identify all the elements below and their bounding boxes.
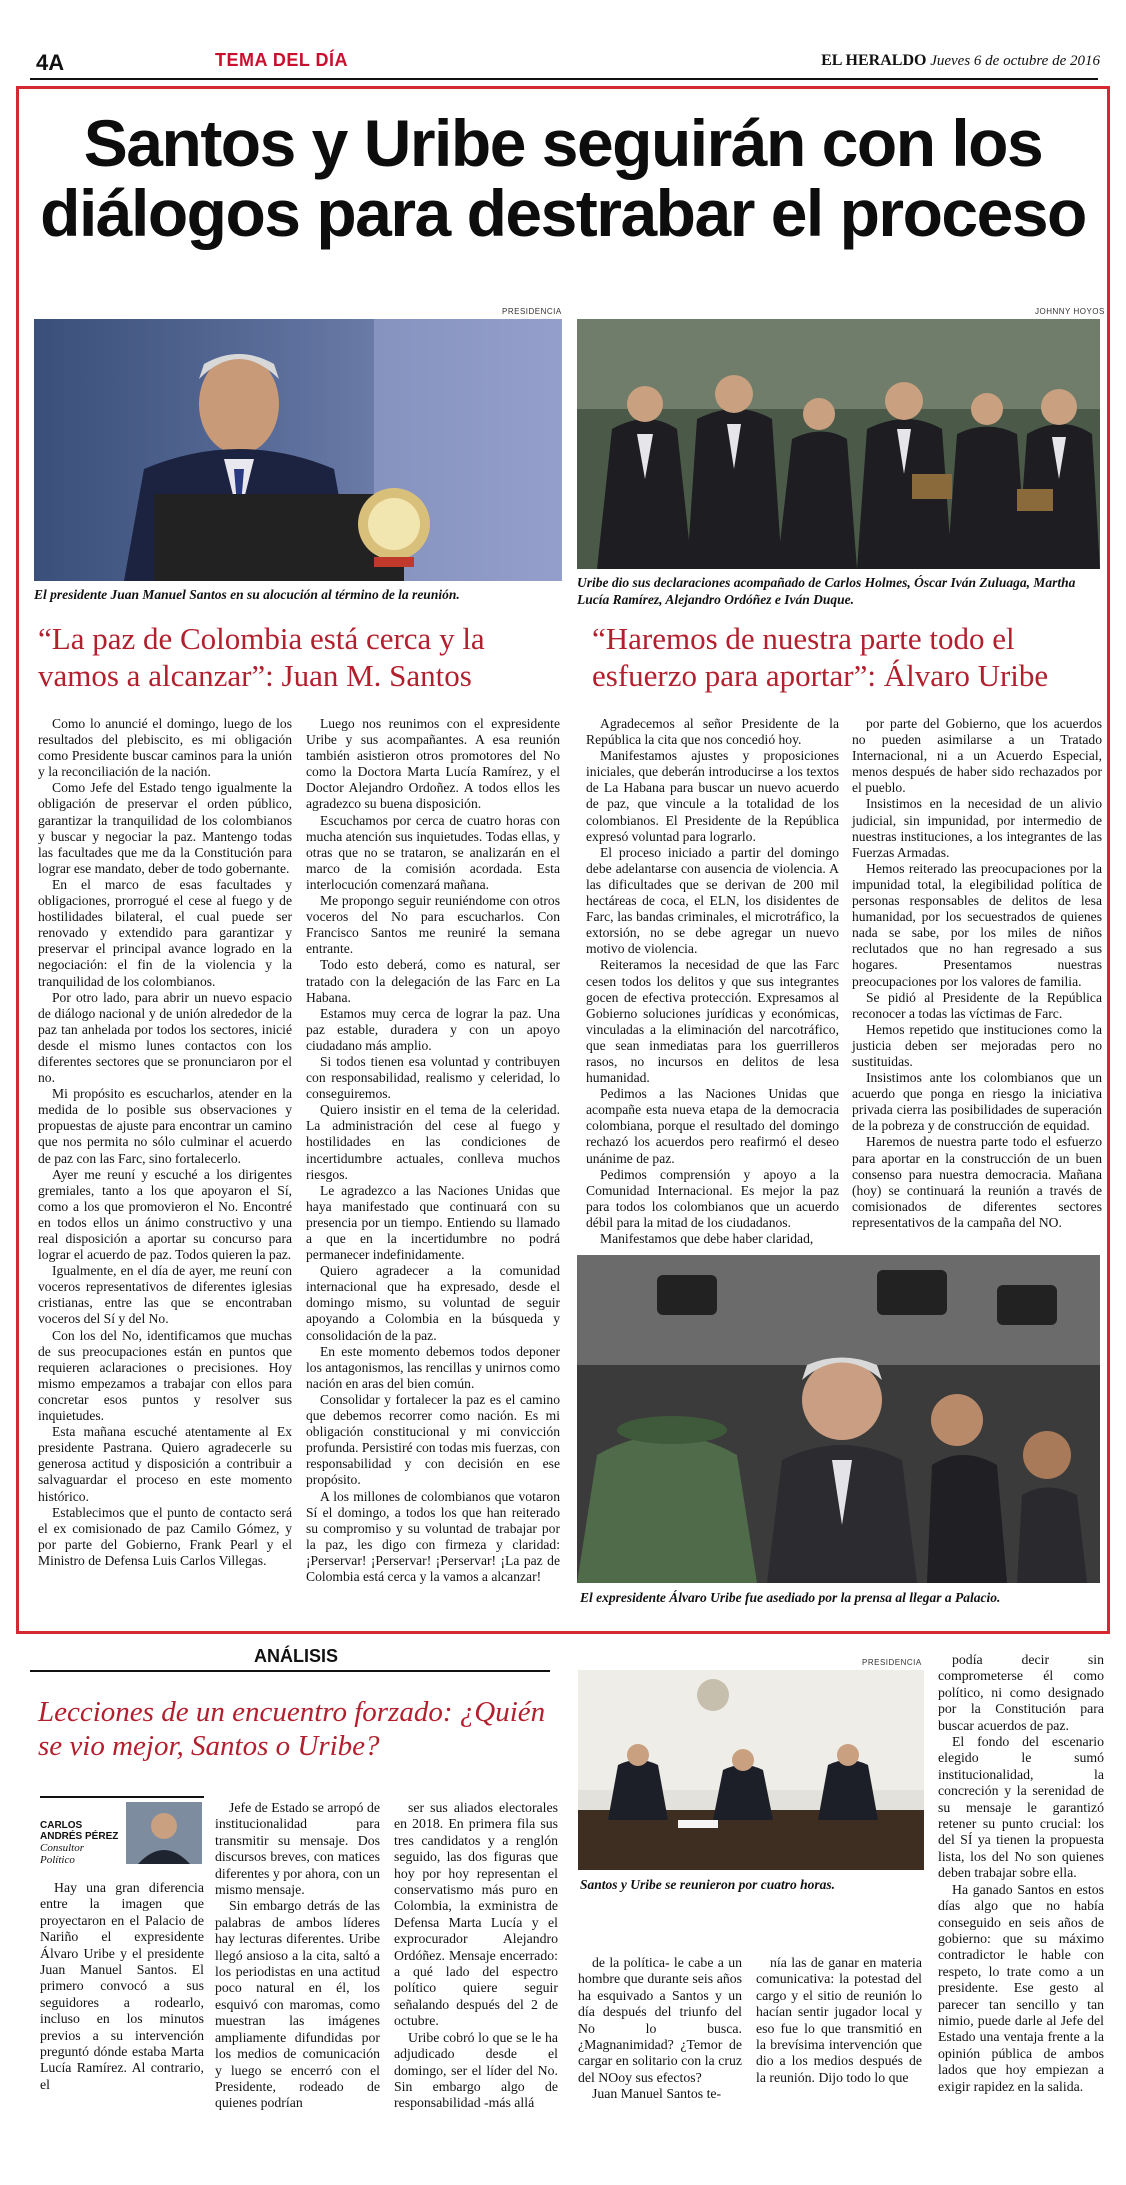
paragraph: Pedimos comprensión y apoyo a la Comunidad Internacional. Es mejor la paz para todos los colombianos que un acuerdo débil para la mitad de los ciudadanos. [586, 1166, 839, 1230]
paragraph: Se pidió al Presidente de la República reconocer a todas las víctimas de Farc. [852, 989, 1102, 1021]
quote-headline-uribe: “Haremos de nuestra parte todo el esfuerzo para aportar”: Álvaro Uribe [592, 621, 1049, 693]
paragraph: Uribe cobró lo que se le ha adjudicado desde el domingo, ser el líder del No. Sin embargo algo de responsabilidad -más allá [394, 2029, 558, 2111]
analysis-col-6 [938, 1652, 1104, 2095]
paragraph: Jefe de Estado se arropó de institucionalidad para transmitir su mensaje. Dos discursos breves, con matices diferentes y por ahora, con un mismo mensaje. [215, 1800, 380, 1898]
uribe-press-photo [577, 1255, 1100, 1583]
analysis-rule [30, 1670, 550, 1672]
analysis-col-1 [40, 1880, 204, 2093]
uribe-press-image [577, 1255, 1100, 1583]
analysis-col-2 [215, 1800, 380, 2112]
paragraph: Con los del No, identificamos que muchas de sus preocupaciones están en puntos que requieren aclaraciones o precisiones. Hoy mismo empezamos a trabajar con ellos para concretar esos puntos y resolver sus inquietudes. [38, 1327, 292, 1424]
paragraph: Le agradezco a las Naciones Unidas que haya manifestado que continuará con su presencia por un tiempo. Entiendo su llamado a que en la incertidumbre no podrá permanecer indefinidamente. [306, 1182, 560, 1263]
analysis-section-label: ANÁLISIS [254, 1646, 339, 1666]
paragraph: Pedimos a las Naciones Unidas que acompañe esta nueva etapa de la democracia colombiana, porque el resultado del domingo rechazó los acuerdos pero reafirmó el deseo unánime de paz. [586, 1086, 839, 1166]
paragraph: Hay una gran diferencia entre la imagen que proyectaron en el Palacio de Nariño el expresidente Álvaro Uribe y el presidente Juan Manuel Santos. El primero convocó a sus seguidores a rodearlo, incluso en los minutos previos a su intervención preguntó dónde estaba Marta Lucía Ramírez. Al contrario, el [40, 1880, 204, 2092]
paragraph: podía decir sin comprometerse él como político, ni como designado por la Constitución para buscar acuerdos de paz. [938, 1652, 1104, 1733]
issue-date: Jueves 6 de octubre de 2016 [930, 53, 1100, 69]
paragraph: Quiero insistir en el tema de la celeridad. La administración del cese al fuego y hostilidades en las condiciones de incertidumbre actuales, conlleva muchos riesgos. [306, 1102, 560, 1182]
paragraph: por parte del Gobierno, que los acuerdos no pueden asimilarse a un Tratado Internacional, ni a un Acuerdo Especial, menos después de haber sido rechazados por el pueblo. [852, 716, 1102, 796]
uribe-statement-col-1 [586, 716, 839, 1247]
paragraph: Esta mañana escuché atentamente al Ex presidente Pastrana. Quiero agradecerle su generosa actitud y disposición a contribuir a salvaguardar el proceso en este momento histórico. [38, 1424, 292, 1504]
paragraph: El fondo del escenario elegido le sumó institucionalidad, la concreción y la serenidad de su mensaje le garantizó retener su punto crucial: los del SÍ ya tienen la propuesta lista, los del No son quienes deben trabajar sobre ella. [938, 1734, 1104, 1881]
paragraph: Mi propósito es escucharlos, atender en la medida de lo posible sus observaciones y propuestas de ajuste para encontrar un camino que nos permita no sólo culminar el acuerdo de paz con las Farc, sino fortalecerlo. [38, 1086, 292, 1166]
paragraph: En el marco de esas facultades y obligaciones, prorrogué el cese al fuego y de hostilidades bilateral, el cual puede ser renovado y extendido para garantizar y preservar el principal avance logrado en la negociación: el fin de la violencia y la tranquilidad de los colombianos. [38, 876, 292, 989]
analysis-photo-caption: Santos y Uribe se reunieron por cuatro horas. [580, 1877, 836, 1892]
author-box [40, 1796, 204, 1868]
paragraph: de la política- le cabe a un hombre que durante seis años ha esquivado a Santos y un día después del triunfo del No lo busca. ¿Magnanimidad? ¿Temor de cargar en solitario con la cruz del NOoy sus efectos? [578, 1955, 742, 2085]
paragraph: Juan Manuel Santos te- [592, 2086, 722, 2102]
meeting-image [578, 1670, 924, 1870]
caption-left: El presidente Juan Manuel Santos en su alocución al término de la reunión. [34, 587, 460, 602]
paragraph: En este momento debemos todos deponer los antagonismos, las rencillas y unirnos como nación en aras del bien común. [306, 1343, 560, 1391]
photo-credit-left: PRESIDENCIA [502, 307, 562, 316]
santos-speech-photo [34, 319, 562, 581]
paragraph: Quiero agradecer a la comunidad internacional que ha expresado, desde el domingo mismo, su voluntad de seguir apoyando a Colombia en la búsqueda y consolidación de la paz. [306, 1263, 560, 1343]
paragraph: Luego nos reunimos con el expresidente Uribe y sus acompañantes. A esa reunión también asistieron otros promotores del No como la Doctora Marta Lucía Ramírez, y el Doctor Alejandro Ordoñez. A todos ellos les agradezco su buena disposición. [306, 716, 560, 812]
uribe-group-photo [577, 319, 1100, 569]
santos-statement-col-1 [38, 716, 292, 1569]
header-rule [30, 78, 1098, 80]
paragraph: Ayer me reuní y escuché a los dirigentes gremiales, tanto a los que apoyaron el Sí, como a los que promovieron el No. Encontré en todos ellos un ánimo constructivo y una real disposición a aportar su concurso para lograr el acuerdo de paz. Todos quieren la paz. [38, 1166, 292, 1263]
paragraph: Manifestamos ajustes y proposiciones iniciales, que deberán introducirse a los textos de La Habana para buscar un nuevo acuerdo de paz, que vincule a la totalidad de los colombianos. El Presidente de la República expresó voluntad para lograrlo. [586, 748, 839, 844]
analysis-col-3 [394, 1800, 558, 2112]
paragraph: nía las de ganar en materia comunicativa: la potestad del cargo y el sitio de reunión lo hacían sentir jugador local y eso fue lo que transmitió en la brevísima intervención que dio a los medios después de la reunión. Dijo todo lo que [756, 1955, 922, 2085]
quote-headline-santos: “La paz de Colombia está cerca y la vamos a alcanzar”: Juan M. Santos [38, 621, 485, 693]
photo-credit-right: JOHNNY HOYOS [1035, 307, 1105, 316]
paragraph: ser sus aliados electorales en 2018. En primera fila sus tres candidatos y a renglón seguido, las dos figuras que hoy por hoy representan el conservatismo más puro en Colombia, la exministra de Defensa Marta Lucía y el exprocurador Alejandro Ordóñez. Mensaje encerrado: a qué lado del espectro político quiere seguir señalando después del 2 de octubre. [394, 1800, 558, 2029]
paragraph: Reiteramos la necesidad de que las Farc cesen todos los delitos y que sus integrantes gocen de efectiva protección. Expresamos al Gobierno soluciones jurídicas y económicas, vinculadas a la eliminación del narcotráfico, que sean inmediatas para los guerrilleros rasos, no incursos en delitos de lesa humanidad. [586, 957, 839, 1086]
santos-speech-image [34, 319, 562, 581]
analysis-col-4 [578, 1955, 742, 2103]
paragraph: Insistimos en la necesidad de un alivio judicial, sin impunidad, por intermedio de nuestras instituciones, a los integrantes de las Fuerzas Armadas. [852, 796, 1102, 860]
uribe-group-image [577, 319, 1100, 569]
paragraph: Ha ganado Santos en estos días algo que no había conseguido en seis años de gobierno: que su máximo contradictor le hable con respeto, lo trate como a un presidente. Ese gesto al parecer tan sencillo y tan nimio, puede darle al Jefe del Estado una ventaja frente a la opinión pública de ambos lados que hoy empiezan a exigir rapidez en la salida. [938, 1881, 1104, 2094]
author-byline [40, 1820, 120, 1866]
paragraph: Me propongo seguir reuniéndome con otros voceros del No para escucharlos. Con Francisco Santos me reuniré la semana entrante. [306, 893, 560, 957]
santos-statement-col-2 [306, 716, 560, 1585]
masthead [821, 52, 1100, 70]
paragraph: Si todos tienen esa voluntad y contribuyen con responsabilidad, realismo y celeridad, lo conseguiremos. [306, 1053, 560, 1102]
author-avatar [126, 1802, 202, 1864]
paragraph: Hemos reiterado las preocupaciones por la impunidad total, la elegibilidad política de personas responsables de delitos de lesa humanidad, por los secuestrados de quienes nada se sabe, por los miles de niños reclutados que no han regresado a sus hogares. Presentamos nuestras preocupaciones por los valores de familia. [852, 860, 1102, 989]
paragraph: Por otro lado, para abrir un nuevo espacio de diálogo nacional y de unión alrededor de la paz tan anhelada por todos los sectores, inicié desde el mismo lunes contactos con los diferentes sectores que se pronunciaron por el no. [38, 989, 292, 1086]
author-role: Consultor Político [40, 1842, 85, 1866]
caption-bottom: El expresidente Álvaro Uribe fue asediado por la prensa al llegar a Palacio. [580, 1590, 1001, 1605]
paragraph: Como Jefe del Estado tengo igualmente la obligación de preservar el orden público, garantizar la tranquilidad de los colombianos y buscar y negociar la paz. Mantengo todas las facultades que me da la Constitución para lograr ese mandato, deber de todo gobernante. [38, 780, 292, 876]
caption-right: Uribe dio sus declaraciones acompañado de Carlos Holmes, Óscar Iván Zuluaga, Martha Lucía Ramírez, Alejandro Ordóñez e Iván Duque. [577, 575, 1076, 607]
paragraph: Agradecemos al señor Presidente de la República la cita que nos concedió hoy. [586, 716, 839, 748]
headline-line-2: diálogos para destrabar el proceso [40, 176, 1086, 250]
paragraph: Establecimos que el punto de contacto será el ex comisionado de paz Camilo Gómez, y por parte del Gobierno, Frank Pearl y el Ministro de Defensa Luis Carlos Villegas. [38, 1504, 292, 1568]
paragraph: Hemos repetido que instituciones como la justicia deben ser mejoradas pero no sustituidas. [852, 1021, 1102, 1069]
page-number: 4A [36, 50, 65, 75]
paragraph: Igualmente, en el día de ayer, me reuní con voceros representativos de diferentes iglesias cristianas, entre las que se encontraban voceros del Sí y del No. [38, 1263, 292, 1327]
paragraph: Haremos de nuestra parte todo el esfuerzo para aportar en la construcción de un buen consenso para nuestra democracia. Mañana (hoy) se continuará la reunión a través de comisionados de diferentes sectores representativos de la campaña del NO. [852, 1134, 1102, 1230]
section-label: TEMA DEL DÍA [215, 50, 349, 70]
paragraph: Sin embargo detrás de las palabras de ambos líderes hay lecturas diferentes. Uribe llegó ansioso a la cita, saltó a los periodistas en una actitud poco natural en él, los esquivó con maromas, como muestran las imágenes ampliamente difundidas por los medios de comunicación y luego se encerró con el Presidente, rodeado de quienes podrían [215, 1898, 380, 2111]
paragraph: Como lo anuncié el domingo, luego de los resultados del plebiscito, es mi obligación como Presidente buscar caminos para la unión y la reconciliación de la nación. [38, 716, 292, 780]
paragraph: Escuchamos por cerca de cuatro horas con mucha atención sus inquietudes. Todas ellas, y otras que no se trataron, se analizarán en el marco de la comisión acordada. Esta interlocución comenzará mañana. [306, 812, 560, 892]
author-photo [126, 1802, 202, 1864]
paragraph: Estamos muy cerca de lograr la paz. Una paz estable, duradera y con un apoyo ciudadano más amplio. [306, 1005, 560, 1053]
analysis-photo-credit: PRESIDENCIA [862, 1658, 922, 1667]
paragraph: El proceso iniciado a partir del domingo debe adelantarse con ausencia de violencia. A las dificultades que se derivan de 200 mil hectáreas de coca, el ELN, los disidentes de Farc, las bandas criminales, el microtráfico, la extorsión, no se debe agregar un nuevo motivo de violencia. [586, 844, 839, 957]
paragraph: Consolidar y fortalecer la paz es el camino que debemos recorrer como nación. Es mi obligación constitucional y mi convicción profunda. Persistiré con todas mis fuerzas, con responsabilidad y con decisión en ese propósito. [306, 1391, 560, 1488]
newspaper-name: EL HERALDO [821, 52, 927, 69]
headline-line-1: Santos y Uribe seguirán con los [83, 106, 1043, 180]
main-headline [20, 108, 1106, 248]
analysis-col-5 [756, 1955, 922, 2086]
uribe-statement-col-2 [852, 716, 1102, 1231]
paragraph: A los millones de colombianos que votaron Sí el domingo, a todos los que han reiterado su compromiso y su voluntad de trabajar por la paz, les digo con firmeza y claridad: ¡Perservar! ¡Perservar! ¡Perservar! ¡La paz de Colombia está cerca y la vamos a alcanzar! [306, 1488, 560, 1584]
paragraph: Manifestamos que debe haber claridad, [600, 1231, 814, 1246]
author-name: CARLOS ANDRÉS PÉREZ [40, 1820, 119, 1842]
paragraph: Insistimos ante los colombianos que un acuerdo que ponga en riesgo la iniciativa privada cierra las posibilidades de superación de la pobreza y de construcción de equidad. [852, 1070, 1102, 1134]
paragraph: Todo esto deberá, como es natural, ser tratado con la delegación de las Farc en La Habana. [306, 957, 560, 1005]
analysis-title: Lecciones de un encuentro forzado: ¿Quién se vio mejor, Santos o Uribe? [38, 1696, 546, 1762]
meeting-photo [578, 1670, 924, 1870]
